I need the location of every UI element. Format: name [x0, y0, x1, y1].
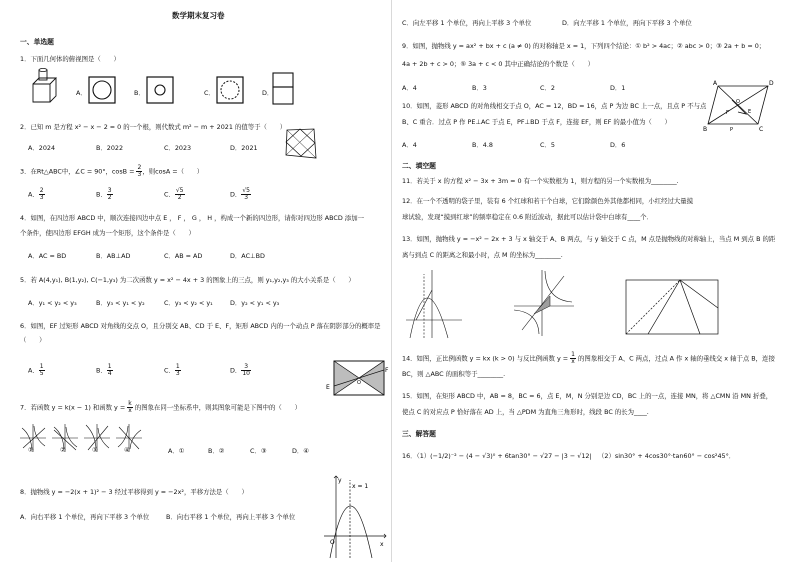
- q3-text: 3．在Rt△ABC中，∠C = 90°，cosB = $\frac{2}{3}$ ，则cosA =（ ）: [20, 164, 204, 178]
- q7-option-a: A．①: [168, 447, 185, 455]
- q11-text: 11．若关于 x 的方程 x² − 3x + 3m = 0 有一个实数根为 1，则方程的另一个实数根为________.: [402, 177, 679, 185]
- q1-text: 1．下面几何体的俯视图是（ ）: [20, 55, 120, 63]
- q4-line2: 个条件，使四边形 EFGH 成为一个矩形，这个条件是（ ）: [20, 229, 195, 237]
- q9-option-d: D．1: [610, 84, 626, 92]
- axis-y-label: y: [338, 477, 342, 484]
- label-f: F: [385, 367, 389, 374]
- q9-parabola-figure: [322, 474, 388, 564]
- q4-line1: 4．如图，在四边形 ABCD 中，顺次连接四边中点 E ， F ， G ， H ，构成一个新的四边形，请你对四边形 ABCD 添加一: [20, 214, 364, 222]
- q9-option-b: B．3: [472, 84, 487, 92]
- q4-option-c: C．AB = AD: [164, 252, 203, 260]
- label-o: O: [357, 380, 361, 386]
- q5-option-c: C．y₃ < y₂ < y₁: [164, 299, 213, 307]
- q1-option-b: B．: [134, 89, 145, 97]
- q5-option-d: D．y₂ < y₁ < y₃: [230, 299, 280, 307]
- q15-rectangle-figure: [618, 274, 728, 344]
- q16-expression-1: (−1/2)⁻² − (4 − √3)⁰ + 6tan30° − √27 − |3 − √12|: [430, 452, 592, 460]
- q3-option-a: A． $\frac{2}{3}$: [28, 187, 44, 201]
- q6-text: 6．如图，EF 过矩形 ABCD 对角线的交点 O，且分别交 AB、CD 于 E、F，矩形 ABCD 内的一个动点 P 落在阴影部分的概率是: [20, 322, 381, 330]
- q10-option-b: B．4.8: [472, 141, 493, 149]
- q1-option-c-figure: [216, 76, 244, 108]
- q16-expression-2: sin30° + 4cos30°·tan60° − cos²45°．: [614, 452, 736, 460]
- q5-text: 5．若 A(4,y₁), B(1,y₂), C(−1,y₃) 为二次函数 y = x² − 4x + 3 的图象上的三点，则 y₁,y₂,y₃ 的大小关系是（ ）: [20, 276, 355, 284]
- q2-option-b: B．2022: [96, 144, 124, 152]
- q6-option-b: B． $\frac{1}{4}$: [96, 363, 112, 377]
- q14-hyperbola-figure: [512, 268, 576, 342]
- q10-option-c: C．5: [540, 141, 555, 149]
- column-divider: [391, 0, 392, 562]
- q1-option-b-figure: [146, 76, 174, 108]
- q6-option-d: D． $\frac{3}{10}$: [230, 363, 250, 377]
- origin-label: O: [330, 539, 335, 546]
- q7-option-c: C．③: [250, 447, 267, 455]
- q2-text: 2．已知 m 是方程 x² − x − 2 = 0 的一个根，则代数式 m² − m + 2021 的值等于（ ）: [20, 123, 287, 131]
- label-c: C: [759, 126, 764, 133]
- q13-line1: 13．如图，抛物线 y = −x² − 2x + 3 与 x 轴交于 A、B 两点，与 y 轴交于 C 点，M 点是抛物线的对称轴上，当点 M 到点 B 的距: [402, 235, 776, 243]
- q2-option-c: C．2023: [164, 144, 192, 152]
- q14-line2: BC，则 △ABC 的面积等于________.: [402, 370, 506, 378]
- q3-option-b: B． $\frac{3}{2}$: [96, 187, 112, 201]
- page-title: 数学期末复习卷: [172, 11, 225, 20]
- q16-part1: 16．（1）(−1/2)⁻² − (4 − √3)⁰ + 6tan30° − √27 − |3 − √12|: [402, 452, 592, 460]
- q4-option-b: B．AB⊥AD: [96, 252, 131, 260]
- q12-line1: 12．在一个不透明的袋子里，装有 6 个红球和若干个白球，它们除颜色外其他都相同，小红经过大量摸: [402, 197, 694, 205]
- label-f: F: [726, 110, 729, 116]
- q10-line2: B、C 重合．过点 P 作 PE⊥AC 于点 E，PF⊥BD 于点 F，连接 EF，则 EF 的最小值为（ ）: [402, 118, 671, 126]
- q5-option-b: B．y₃ < y₁ < y₂: [96, 299, 145, 307]
- q9-option-a: A．4: [402, 84, 417, 92]
- label-d: D: [769, 80, 774, 87]
- q7-option-b: B．②: [208, 447, 225, 455]
- q8-option-b: B．向右平移 1 个单位，再向上平移 3 个单位: [166, 513, 296, 521]
- q3-option-c: C． $\frac{√5}{2}$: [164, 187, 184, 201]
- q5-option-a: A．y₁ < y₂ < y₃: [28, 299, 77, 307]
- section-fill-blank: 二、填空题: [402, 162, 436, 170]
- q6-tail: （ ）: [20, 336, 46, 344]
- q2-option-d: D．2021: [230, 144, 258, 152]
- q13-line2: 离与到点 C 的距离之和最小时，点 M 的坐标为________.: [402, 251, 563, 259]
- q7-label-2: ②: [60, 446, 66, 454]
- q13-parabola-figure: [404, 268, 464, 344]
- q14-text: 14．如图，正比例函数 y = kx (k > 0) 与反比例函数 y = $\frac{1}{x}$ 的图象相交于 A、C 两点，过点 A 作 x 轴的垂线交 x 轴于点 B，连接: [402, 351, 775, 365]
- q7-label-4: ④: [124, 446, 130, 454]
- q7-option-d: D．④: [292, 447, 310, 455]
- q10-rhombus-figure: [702, 78, 778, 138]
- q10-option-d: D．6: [610, 141, 626, 149]
- label-e: E: [326, 384, 330, 391]
- q8-option-a: A．向右平移 1 个单位，再向下平移 3 个单位: [20, 513, 150, 521]
- q3-option-d: D． $\frac{√5}{3}$: [230, 187, 250, 201]
- q16-part2: （2）sin30° + 4cos30°·tan60° − cos²45°．: [598, 452, 736, 460]
- axis-label-x1: x = 1: [352, 483, 369, 490]
- q1-option-a: A．: [76, 89, 87, 97]
- q8-option-c: C．向左平移 1 个单位，再向上平移 3 个单位: [402, 19, 532, 27]
- label-o: O: [736, 99, 740, 105]
- q1-option-d: D．: [262, 89, 274, 97]
- q15-line2: 使点 C 的对应点 P 恰好落在 AD 上，当 △PDM 为直角三角形时，线段 BC 的长为____.: [402, 408, 649, 416]
- label-a: A: [713, 80, 718, 87]
- q7-text: 7．若函数 y = k(x − 1) 和函数 y = $\frac{k}{x}$ 的图象在同一坐标系中，则其图象可能是下图中的（ ）: [20, 400, 301, 414]
- section-solve: 三、解答题: [402, 430, 436, 438]
- section-single-choice: 一、单选题: [20, 38, 54, 46]
- q10-line1: 10．如图，菱形 ABCD 的对角线相交于点 O，AC = 12，BD = 16，点 P 为边 BC 上一点，且点 P 不与点: [402, 102, 707, 110]
- q6-option-a: A． $\frac{1}{5}$: [28, 363, 44, 377]
- q4-quadrilateral-figure: [283, 125, 319, 165]
- q9-line2: 4a + 2b + c > 0；⑤ 3a + c < 0 其中正确结论的个数是（ ）: [402, 60, 594, 68]
- q15-line1: 15．如图，在矩形 ABCD 中，AB = 8，BC = 6，点 E，M，N 分别是边 CD，BC 上的一点，连接 MN，将 △CMN 沿 MN 折叠，: [402, 392, 773, 400]
- q8-option-d: D．向左平移 1 个单位，再向下平移 3 个单位: [562, 19, 692, 27]
- q6-rectangle-figure: [325, 358, 389, 404]
- q4-option-d: D．AC⊥BD: [230, 252, 265, 260]
- q7-label-1: ①: [28, 446, 34, 454]
- label-e: E: [748, 109, 752, 115]
- q1-option-a-figure: [88, 76, 116, 108]
- q7-graphs: [18, 422, 148, 464]
- q10-option-a: A．4: [402, 141, 417, 149]
- q8-text: 8．抛物线 y = −2(x + 1)² − 3 经过平移得到 y = −2x²，平移方法是（ ）: [20, 488, 248, 496]
- q1-option-c: C．: [204, 89, 215, 97]
- axis-x-label: x: [380, 541, 384, 548]
- q9-line1: 9．如图，抛物线 y = ax² + bx + c (a ≠ 0) 的对称轴是 x = 1，下列四个结论：① b² > 4ac；② abc > 0；③ 2a + b = 0；: [402, 42, 766, 50]
- q6-option-c: C． $\frac{1}{3}$: [164, 363, 180, 377]
- q4-option-a: A．AC = BD: [28, 252, 67, 260]
- q2-option-a: A．2024: [28, 144, 56, 152]
- label-b: B: [703, 126, 708, 133]
- q1-option-d-figure: [272, 72, 296, 110]
- q12-line2: 球试验，发现“摸到红球”的频率稳定在 0.6 附近波动，据此可以估计袋中白球有____个．: [402, 213, 653, 221]
- q1-solid-figure: [28, 66, 62, 110]
- label-p: P: [730, 127, 734, 133]
- q9-option-c: C．2: [540, 84, 555, 92]
- q7-label-3: ③: [92, 446, 98, 454]
